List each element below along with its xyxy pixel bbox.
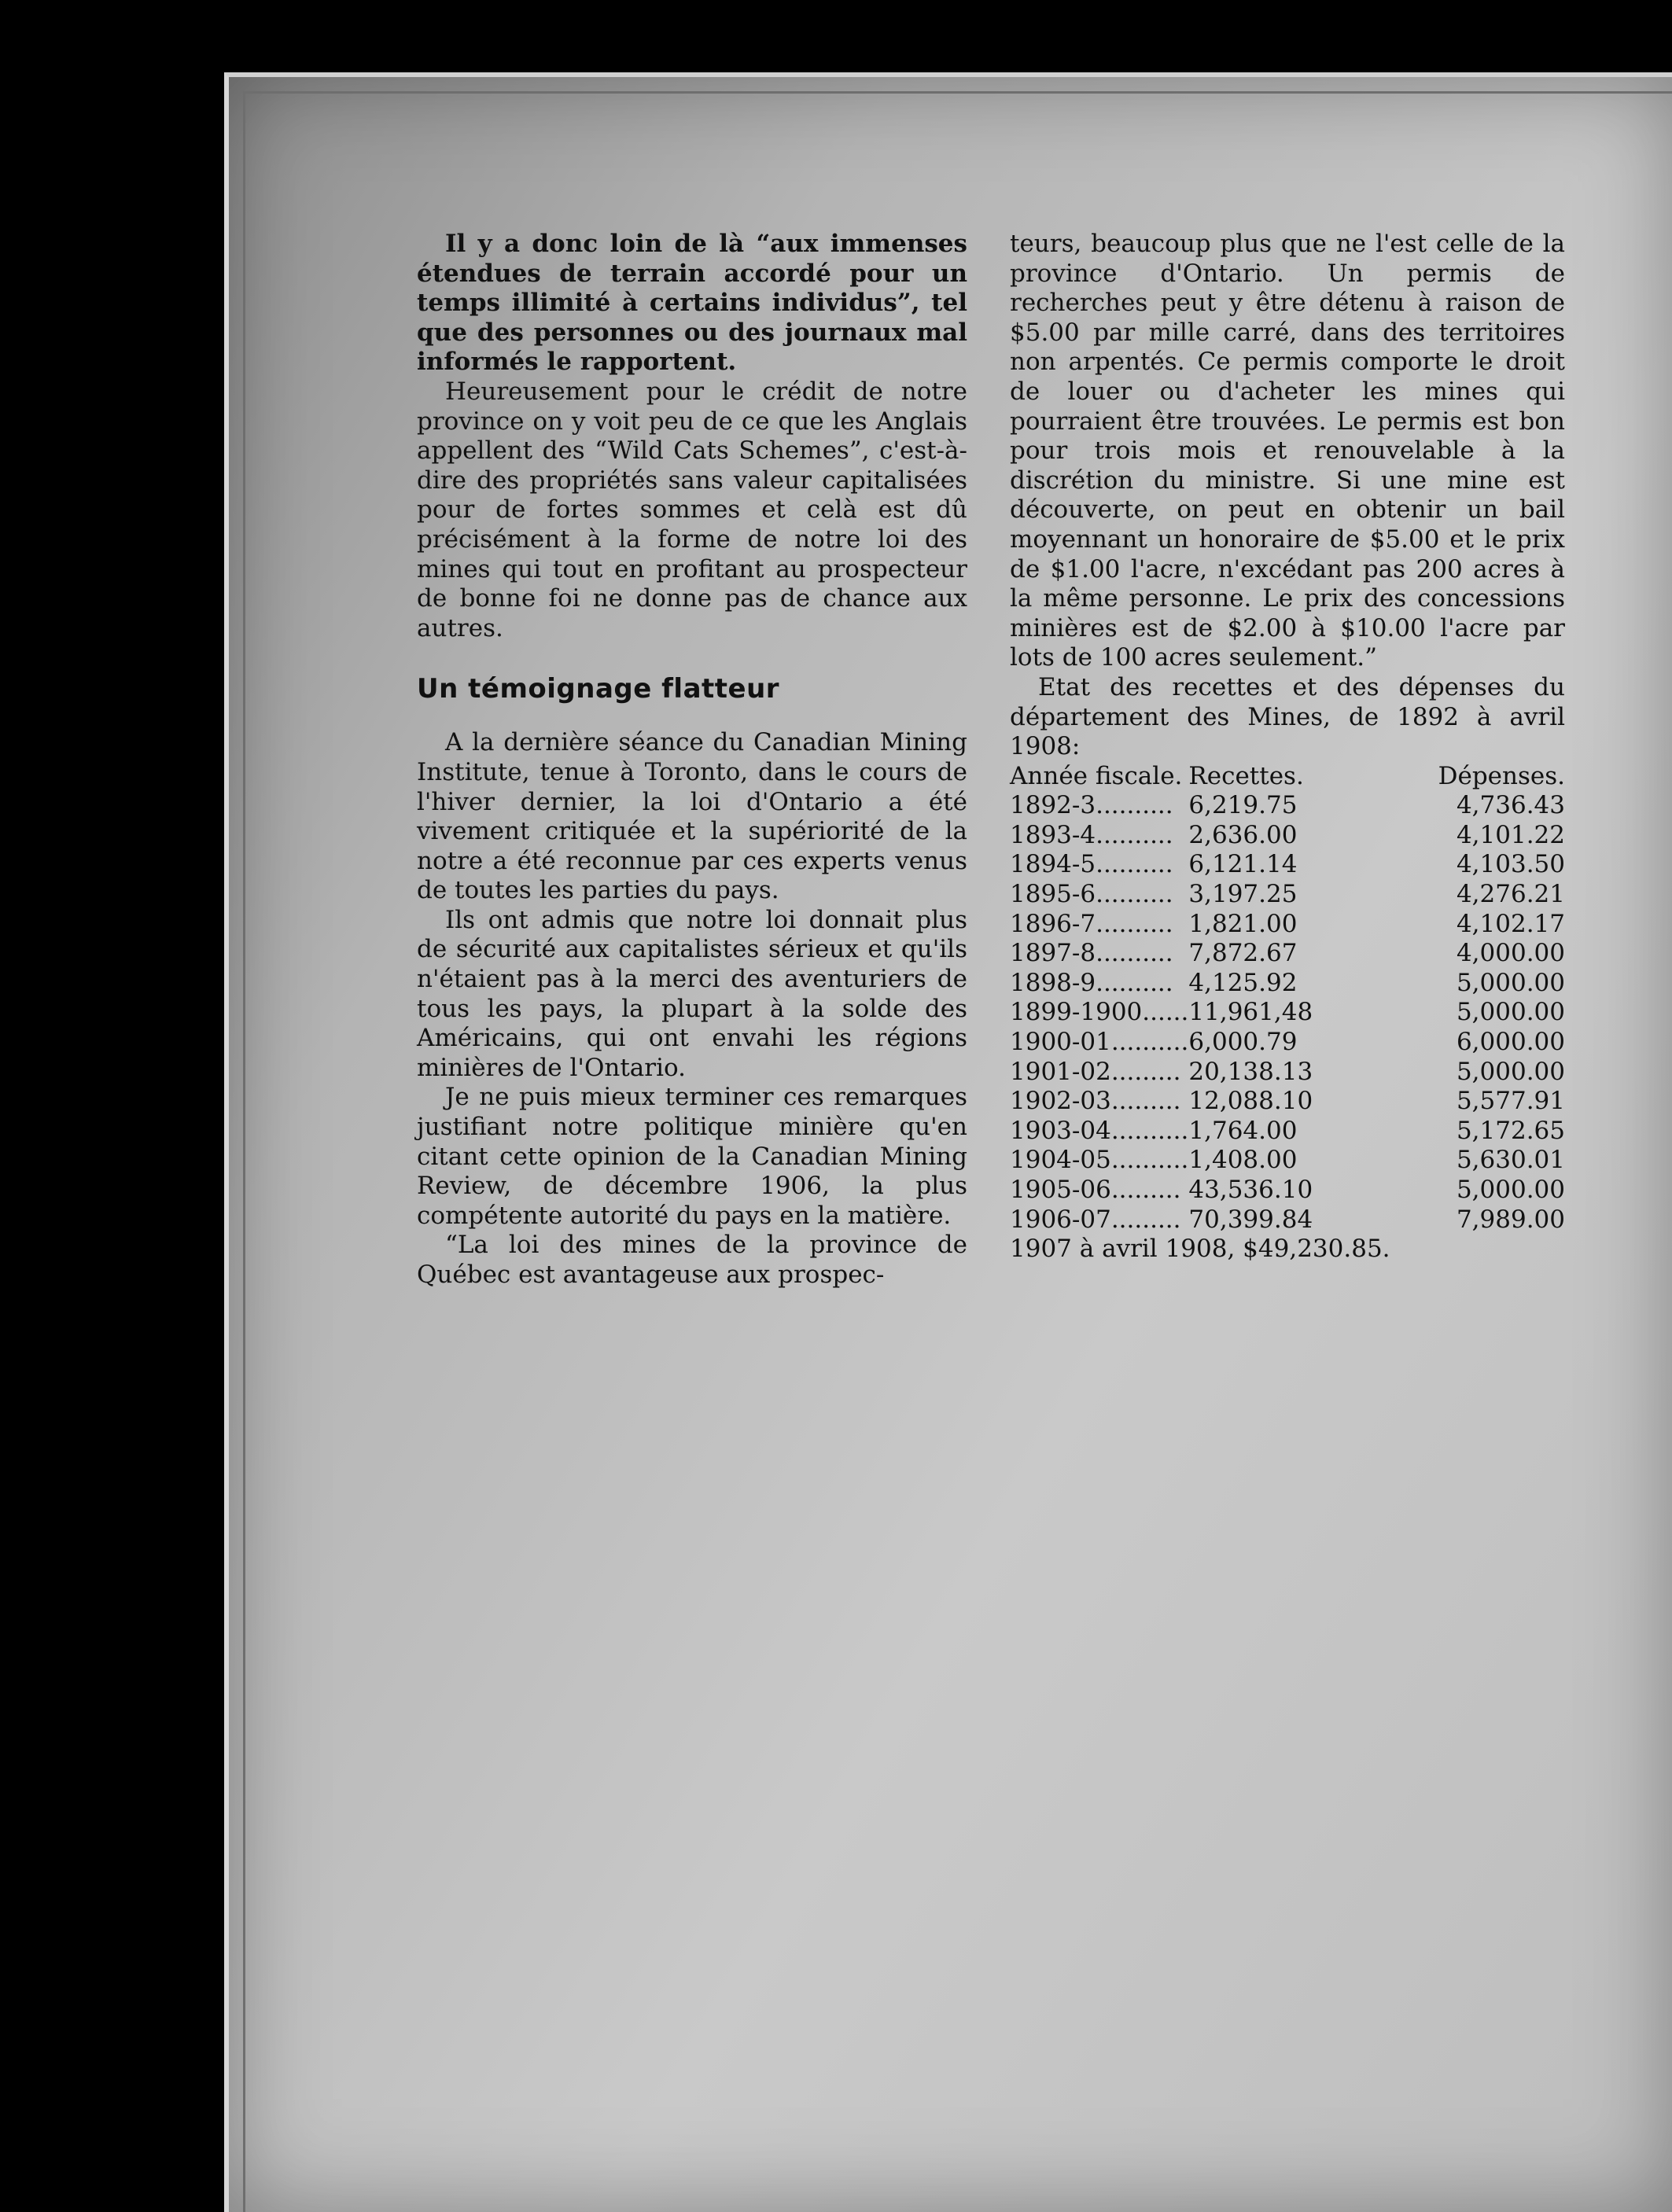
right-column [1010,230,1565,1264]
cell-year: 1903-04.......... [1010,1116,1189,1145]
cell-recettes: 7,872.67 [1188,939,1298,968]
header-annee: Année fiscale. [1010,761,1183,790]
table-row [1010,1146,1565,1176]
cell-recettes: 1,408.00 [1188,1146,1298,1175]
left-column [417,230,967,1290]
table-row [1010,1117,1565,1146]
header-depenses: Dépenses. [1438,761,1565,790]
cell-depenses: 4,102.17 [1456,909,1565,938]
cell-year: 1898-9.......... [1010,968,1173,997]
cell-depenses: 5,630.01 [1456,1146,1565,1175]
cell-recettes: 1,764.00 [1188,1116,1298,1145]
table-row [1010,1058,1565,1088]
cell-recettes: 1,821.00 [1188,909,1298,938]
table-row [1010,910,1565,940]
cell-recettes: 3,197.25 [1188,880,1298,909]
cell-depenses: 4,000.00 [1456,939,1565,968]
cell-year: 1897-8.......... [1010,939,1173,968]
cell-year: 1896-7.......... [1010,909,1173,938]
section-heading: Un témoignage flatteur [417,673,780,705]
paragraph-heureusement: Heureusement pour le crédit de notre province on y voit peu de ce que les Anglais appellent des “Wild Cats Schemes”, c'est-à-dire des propriétés sans valeur capitalisées pour de fortes sommes et celà est dû précisément à la forme de notre loi des mines qui tout en profitant au prospecteur de bonne foi ne donne pas de chance aux autres. [417,377,967,642]
paragraph-quote-start: “La loi des mines de la province de Québec est avantageuse aux prospec- [417,1231,967,1289]
table-row [1010,939,1565,969]
cell-year: 1894-5.......... [1010,850,1173,879]
cell-year: 1906-07......... [1010,1205,1181,1234]
table-header-row [1010,762,1565,792]
cell-recettes: 70,399.84 [1188,1205,1313,1234]
cell-year: 1900-01.......... [1010,1028,1189,1057]
cell-depenses: 5,000.00 [1456,968,1565,997]
cell-depenses: 5,000.00 [1456,1176,1565,1204]
table-row [1010,1205,1565,1235]
cell-depenses: 6,000.00 [1456,1028,1565,1057]
cell-year: 1899-1900...... [1010,998,1189,1027]
cell-depenses: 5,577.91 [1456,1087,1565,1116]
cell-depenses: 4,736.43 [1456,791,1565,820]
cell-recettes: 6,000.79 [1188,1028,1298,1057]
cell-depenses: 5,000.00 [1456,1057,1565,1086]
cell-depenses: 4,276.21 [1456,880,1565,909]
table-row [1010,1028,1565,1058]
paragraph-je-ne-puis: Je ne puis mieux terminer ces remarques justifiant notre politique minière qu'en citant cette opinion de la Canadian Mining Review, de décembre 1906, la plus compétente autorité du pays en la matière. [417,1083,967,1230]
table-row [1010,1176,1565,1205]
cell-recettes: 43,536.10 [1188,1176,1313,1204]
paragraph-etat-des-recettes: Etat des recettes et des dépenses du département des Mines, de 1892 à avril 1908: [1010,672,1565,761]
cell-depenses: 5,000.00 [1456,998,1565,1027]
cell-depenses: 4,103.50 [1456,850,1565,879]
cell-recettes: 12,088.10 [1188,1087,1313,1116]
paragraph-derniere-seance: A la dernière séance du Canadian Mining Institute, tenue à Toronto, dans le cours de l'hiver dernier, la loi d'Ontario a été vivement critiquée et la supériorité de la notre a été reconnue par ces experts venus de toutes les parties du pays. [417,728,967,905]
table-row [1010,969,1565,999]
intro-paragraph: Il y a donc loin de là “aux immenses étendues de terrain accordé pour un temps illimité à certains individus”, tel que des personnes ou des journaux mal informés le rapportent. [417,230,967,377]
cell-year: 1893-4.......... [1010,820,1173,849]
cell-depenses: 4,101.22 [1456,820,1565,849]
table-footnote: 1907 à avril 1908, $49,230.85. [1010,1235,1390,1264]
cell-year: 1901-02......... [1010,1057,1181,1086]
cell-recettes: 6,121.14 [1188,850,1298,879]
cell-depenses: 7,989.00 [1456,1205,1565,1234]
table-row [1010,1087,1565,1117]
cell-recettes: 4,125.92 [1188,968,1298,997]
cell-year: 1905-06......... [1010,1176,1181,1204]
cell-year: 1902-03......... [1010,1087,1181,1116]
cell-year: 1892-3.......... [1010,791,1173,820]
paragraph-quote-continued: teurs, beaucoup plus que ne l'est celle de la province d'Ontario. Un permis de recherches peut y être détenu à raison de $5.00 par mille carré, dans des territoires non arpentés. Ce permis comporte le droit de louer ou d'acheter les mines qui pourraient être trouvées. Le permis est bon pour trois mois et renouvelable à la discrétion du ministre. Si une mine est découverte, on peut en obtenir un bail moyennant un honoraire de $5.00 et le prix de $1.00 l'acre, n'excédant pas 200 acres à la même personne. Le prix des concessions minières est de $2.00 à $10.00 l'acre par lots de 100 acres seulement.” [1010,230,1565,672]
table-row [1010,880,1565,910]
table-row [1010,850,1565,880]
cell-depenses: 5,172.65 [1456,1116,1565,1145]
cell-recettes: 2,636.00 [1188,820,1298,849]
cell-recettes: 11,961,48 [1188,998,1313,1027]
finance-table [1010,762,1565,1235]
cell-recettes: 20,138.13 [1188,1057,1313,1086]
table-row [1010,998,1565,1028]
cell-recettes: 6,219.75 [1188,791,1298,820]
table-body [1010,791,1565,1235]
cell-year: 1904-05.......... [1010,1146,1189,1175]
paragraph-ils-ont-admis: Ils ont admis que notre loi donnait plus de sécurité aux capitalistes sérieux et qu'ils n'étaient pas à la merci des aventuriers de tous les pays, la plupart à la solde des Américains, qui ont envahi les régions minières de l'Ontario. [417,905,967,1082]
table-row [1010,791,1565,821]
cell-year: 1895-6.......... [1010,880,1173,909]
header-recettes: Recettes. [1188,761,1304,790]
table-row [1010,821,1565,851]
